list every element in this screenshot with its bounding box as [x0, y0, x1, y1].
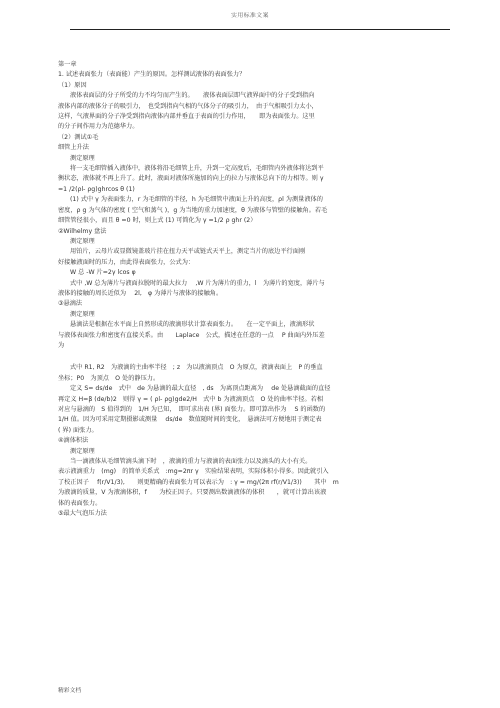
- method-heading: ④滴体积法: [58, 437, 89, 445]
- paragraph-line: 密度，ρ g 为气体的密度 ( 空气和蒸气 )，g 为当地的重力加速度，θ 为液体与管壁的接触角。若毛: [58, 206, 328, 214]
- paragraph-line: 用铂片，云母片或显微镜盖玻片挂在扭力天平或链式天平上，测定当片的底边平行面刚: [70, 248, 306, 256]
- principle-label: 测定原理: [70, 447, 95, 455]
- paragraph-line: 1/H 值。因为可采用定期摄影或测量 ds/de 数值随时间的变化， 悬滴法可方便地用于测定表: [58, 416, 322, 424]
- method-heading: ⑤最大气泡压力法: [58, 510, 107, 518]
- principle-label: 测定原理: [70, 310, 95, 318]
- paragraph-line: 定义 S= ds/de 式中 de 为悬滴的最大直径 , ds 为离顶点距离为 de 处悬滴截面的直径: [70, 385, 331, 393]
- method-heading: ②Wilhelmy 盘法: [58, 227, 107, 235]
- paragraph-line: 坐标；P0 为顶点 O 处的静压力。: [58, 374, 160, 382]
- paragraph-line: ( 界) 面张力。: [58, 426, 98, 434]
- paragraph-line: 再定义 H=β (de/b)2 则得 γ = ( ρl- ρg)gde2/H 式中 b 为液滴顶点 O 处的曲率半径。若相: [58, 395, 324, 403]
- principle-label: 测定原理: [70, 237, 95, 245]
- paragraph-line: 好接触液面时的压力，由此得表面张力，公式为：: [58, 258, 195, 266]
- paragraph-line: 了校正因子 f(r/V1/3), 则更精确的表面张力可以表示为 : γ = mg/(2π rf(r/V1/3)) 其中 m: [58, 478, 339, 486]
- paragraph-line: (1) 式中 γ 为表面张力，r 为毛细管的半径，h 为毛细管中液面上升的高度，ρl 为测量液体的: [70, 196, 323, 204]
- section-test-heading: （2）测试①毛: [58, 133, 99, 141]
- section-cause-heading: （1）原因: [58, 81, 87, 89]
- paragraph-line: 式中 R1, R2 为液滴的主曲率半径 ; z 为以液滴顶点 O 为原点，液滴表面上 P 的垂直: [70, 364, 323, 372]
- method-heading: ③悬滴法: [58, 300, 83, 308]
- formula-placeholder: [58, 351, 456, 361]
- header-rule: [70, 29, 450, 30]
- principle-label: 测定原理: [70, 154, 95, 162]
- paragraph-line: 悬滴法是根据在水平面上自然形成的液滴形状计算表面张力。 在一定平面上，液滴形状: [70, 321, 315, 329]
- paragraph-line: 衡状态，液体就不再上升了。此时，液面对液体所施加的向上的拉力与液体总向下的力相等。则 γ: [58, 175, 324, 183]
- paragraph-line: 细管管径很小，而且 θ =0 时，则上式 (1) 可简化为 γ =1/2 ρ ghr (2）: [58, 217, 257, 225]
- paragraph-line: 式中 ,W 总为薄片与液面拉脱时的最大拉力 ,W 片为薄片的重力，l 为薄片的宽度，薄片与: [70, 279, 325, 287]
- paragraph-line: 液体内部的液体分子的吸引力， 也受到指向气相的气体分子的吸引力， 由于气相吸引力太小，: [58, 102, 318, 110]
- paragraph-line: 体的表面张力。: [58, 499, 102, 507]
- paragraph-line: 液体的接触的周长近似为 2l, φ 为薄片与液体的接触角。: [58, 289, 223, 297]
- paragraph-line: 对应与悬滴的 S 值得到的 1/H 为已知， 即可求出表 (界) 面张力。即可算出作为 S 的函数的: [58, 406, 326, 413]
- document-body: [58, 60, 456, 519]
- paragraph-line: 表示液滴重力 (mg) 的简单关系式 :mg=2πr γ 实验结果表明，实际体积小得多。因此就引入: [58, 468, 329, 476]
- method-heading: 细管上升法: [58, 144, 89, 152]
- paragraph-line: 这样，气液界面的分子净受到指向液体内部并垂直于表面的引力作用， 即为表面张力。这里: [58, 113, 315, 121]
- page-footer: 精彩文档: [58, 688, 82, 694]
- formula-line: W 总 -W 片=2γ lcos φ: [70, 269, 136, 277]
- paragraph-line: 与液体表面张力和密度有直接关系。由 Laplace 公式，描述在任意的一点 P 曲面内外压差: [58, 331, 325, 339]
- chapter-heading: 第一章: [58, 61, 77, 68]
- question-1: 1. 试述表面张力（表面能）产生的原因。怎样测试液体的表面张力？: [58, 71, 246, 79]
- paragraph-line: 为: [58, 341, 65, 349]
- paragraph-line: 的分子间作用力为范德华力。: [58, 123, 139, 131]
- page-header: 实用标准文案: [231, 13, 269, 19]
- paragraph-line: 将一支毛细管插入液体中，液体将沿毛细管上升，升到一定高度后，毛细管内外液体将达到平: [70, 165, 324, 173]
- paragraph-line: 液体表面层的分子所受的力不均匀而产生的。 液体表面层即气液界面中的分子受到指向: [70, 92, 315, 100]
- formula-line: =1 /2(ρl- ρg)ghrcos θ (1): [58, 185, 135, 193]
- paragraph-line: 当一滴液体从毛细管滴头滴下时 ，液滴的重力与液滴的表面张力以及滴头的大小有关。: [70, 458, 312, 466]
- paragraph-line: 为液滴的质量，V 为液滴体积，f 为校正因子。只要测出数滴液体的体积 ，就可计算出该液: [58, 489, 327, 497]
